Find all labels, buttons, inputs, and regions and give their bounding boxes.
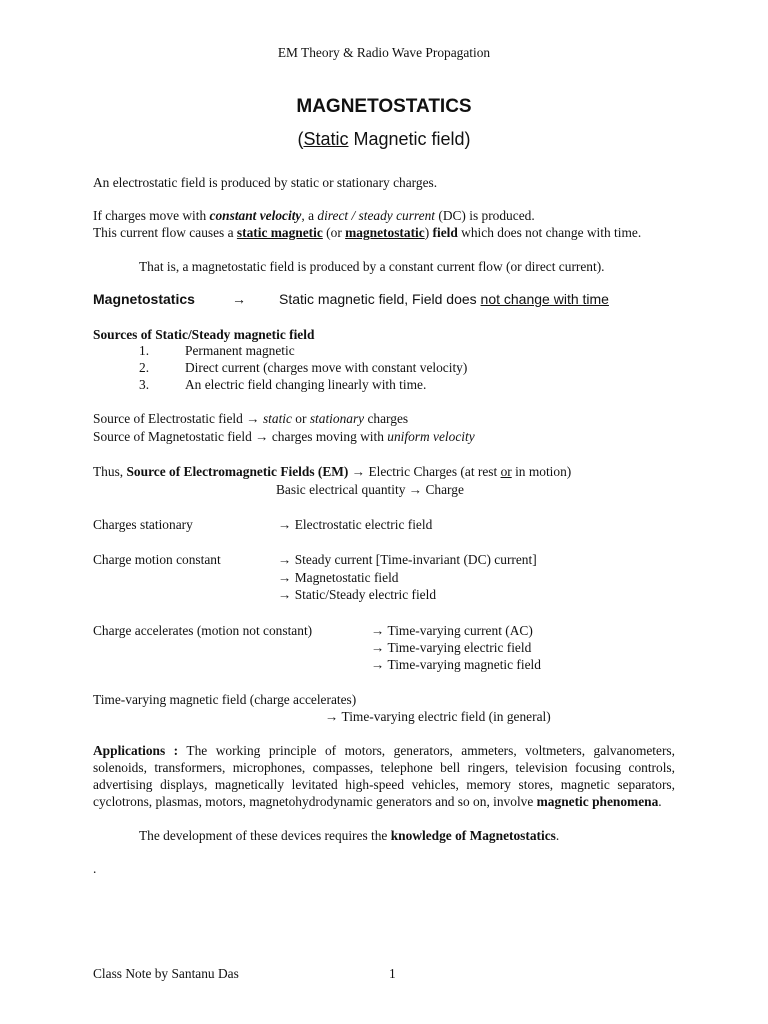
em-source-line: Thus, Source of Electromagnetic Fields (EM) → Electric Charges (at rest or in motion): [93, 464, 572, 479]
case-label-stationary: Charges stationary: [93, 517, 193, 532]
list-item: An electric field changing linearly with time.: [185, 377, 427, 392]
list-item-num: 1.: [139, 343, 150, 358]
case-label-accelerates: Charge accelerates (motion not constant): [93, 623, 313, 638]
case-result: → Time-varying current (AC): [371, 623, 533, 638]
sources-heading: Sources of Static/Steady magnetic field: [93, 327, 315, 342]
case-label-constant: Charge motion constant: [93, 552, 221, 567]
stray-dot: .: [93, 861, 97, 876]
page-subtitle: [0, 128, 768, 150]
case-result: → Static/Steady electric field: [278, 587, 437, 602]
case-result: → Time-varying magnetic field: [371, 657, 541, 672]
list-item: Permanent magnetic: [185, 343, 295, 358]
magnetostatics-definition: Static magnetic field, Field does not change with time: [279, 291, 609, 307]
page-title: MAGNETOSTATICS: [296, 96, 472, 117]
case-result: → Electrostatic electric field: [278, 517, 433, 532]
magnetostatics-term: Magnetostatics: [93, 291, 195, 307]
case-label-time-varying: Time-varying magnetic field (charge accelerates): [93, 692, 357, 707]
subtitle-open: (: [297, 129, 304, 149]
intro-paragraph: An electrostatic field is produced by static or stationary charges.: [93, 175, 438, 190]
constant-velocity-line: If charges move with constant velocity, a direct / steady current (DC) is produced.: [93, 208, 535, 223]
magnetostatic-source-line: Source of Magnetostatic field → charges moving with uniform velocity: [93, 429, 475, 444]
that-is-line: That is, a magnetostatic field is produced by a constant current flow (or direct current).: [139, 259, 605, 274]
development-line: The development of these devices requires the knowledge of Magnetostatics.: [139, 828, 560, 843]
list-item-num: 3.: [139, 377, 150, 392]
footer-author: Class Note by Santanu Das: [93, 966, 239, 981]
current-flow-paragraph: This current flow causes a static magnetic (or magnetostatic) field which does not change with time.: [93, 225, 642, 240]
subtitle-rest: Magnetic field): [348, 129, 471, 149]
arrow-icon: →: [232, 291, 246, 307]
case-result: → Time-varying electric field: [371, 640, 532, 655]
page-number: 1: [389, 966, 396, 981]
case-result: → Steady current [Time-invariant (DC) current]: [278, 552, 537, 567]
applications-paragraph: Applications : The working principle of motors, generators, ammeters, voltmeters, galvanometers, solenoids, transformers, microphones, compasses, telephone bell ringers, television focusing controls, advertising displays, magnetically levitated high-speed vehicles, memory stores, magnetic separators, cyclotrons, plasmas, motors, magnetohydrodynamic generators and so on, involve magnetic phenomena.: [93, 743, 675, 809]
list-item: Direct current (charges move with constant velocity): [185, 360, 468, 375]
list-item-num: 2.: [139, 360, 150, 375]
case-result: → Time-varying electric field (in general): [325, 709, 551, 724]
electrostatic-source-line: Source of Electrostatic field → static or stationary charges: [93, 411, 409, 426]
subtitle-static: Static: [303, 129, 349, 149]
running-header: EM Theory & Radio Wave Propagation: [277, 45, 491, 60]
case-result: → Magnetostatic field: [278, 570, 399, 585]
basic-quantity-line: Basic electrical quantity → Charge: [276, 482, 464, 497]
